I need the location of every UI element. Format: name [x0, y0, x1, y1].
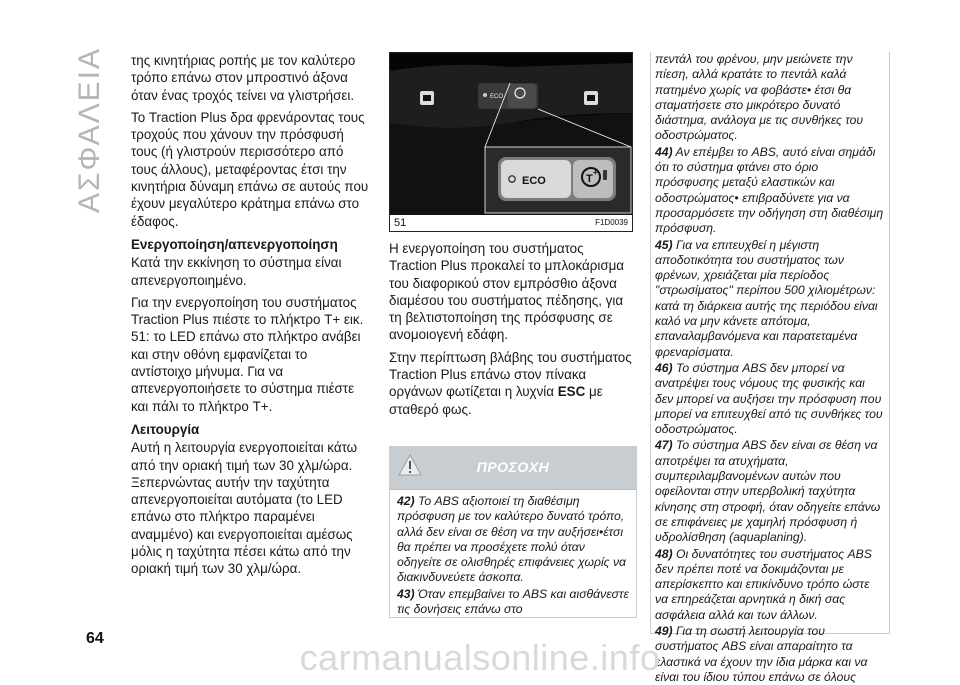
figure-number: 51: [394, 217, 407, 229]
warning-box: [389, 446, 637, 618]
section-title-vertical: ΑΣΦΑΛΕΙΑ: [73, 46, 106, 214]
paragraph: Αυτή η λειτουργία ενεργοποιείται κάτω από την οριακή τιμή των 30 χλμ/ώρα. Ξεπερνώντας αυτήν την ταχύτητα απενεργοποιείται αυτόματα (το LED επάνω στο πλήκτρο παραμένει αναμμένο) και ενεργοποιείται αμέσως μόλις η ταχύτητα πέσει κάτω από την οριακή τιμή των 30 χλμ/ώρα.: [131, 440, 358, 577]
paragraph: Το Traction Plus δρα φρενάροντας τους τροχούς που χάνουν την πρόσφυσή τους (ή γλιστρούν περισσότερο από τους άλλους), μεταφέροντας έτσι την κινητήρια δύναμη επάνω σε αυτούς που έχουν μεγαλύτερο κράτημα επάνω στο έδαφος.: [131, 109, 369, 229]
note-46: 46) Το σύστημα ABS δεν μπορεί να ανατρέψει τους νόμους της φυσικής και δεν μπορεί να αυξήσει την πρόσφυση που μπορεί να επιτευχθεί από τις συνθήκες του οδοστρώματος.: [655, 360, 883, 437]
heading-operation: Λειτουργία: [131, 421, 200, 437]
page-number: 64: [86, 630, 104, 647]
note-44: 44) Αν επέμβει το ABS, αυτό είναι σημάδι ότι το σύστημα φτάνει στο όριο πρόσφυσης μεταξύ ελαστικών και οδοστρώματος• επιβραδύνετε για να προσαρμόσετε την οδήγηση στη διαθέσιμη πρόσφυση.: [655, 144, 884, 236]
paragraph: Στην περίπτωση βλάβης του συστήματος Traction Plus επάνω στον πίνακα οργάνων φωτίζεται η λυχνία ESC με σταθερό φως.: [389, 349, 632, 417]
note-49: 49) Για τη σωστή λειτουργία του συστήματος ABS είναι απαραίτητο τα ελαστικά να έχουν την ίδια μάρκα και να είναι του ίδιου τύπου επάνω σε όλους: [655, 623, 868, 684]
paragraph: της κινητήριας ροπής με τον καλύτερο τρόπο επάνω στον μπροστινό άξονα όταν ένας τροχός τείνει να γλιστρήσει.: [131, 53, 356, 103]
column-2-text: [389, 240, 633, 418]
dashboard-buttons-illustration: [390, 53, 632, 215]
right-lamp-icon: [584, 91, 598, 105]
warning-body: [390, 490, 636, 622]
column-1: [131, 52, 371, 583]
heading-activation: Ενεργοποίηση/απενεργοποίηση: [131, 236, 338, 252]
note-47: 47) Το σύστημα ABS δεν είναι σε θέση να αποτρέψει τα ατυχήματα, συμπεριλαμβανομένων αυτών που οφείλονται στην υπερβολική ταχύτητα κίνησης στη στροφή, όταν οδηγείτε επάνω σε επιφάνειες με χαμηλή πρόσφυση ή υδρολίσθηση (aquaplaning).: [655, 438, 881, 545]
figure-51: [389, 52, 633, 232]
note-42: 42) Το ABS αξιοποιεί τη διαθέσιμη πρόσφυση με τον καλύτερο δυνατό τρόπο, αλλά δεν είναι σε θέση να την αυξήσει•έτσι θα πρέπει να προσέχετε πολύ όταν οδηγείτε σε ολισθηρές επιφάνειες χωρίς να διακινδυνεύετε άσκοπα.: [397, 494, 627, 585]
svg-text:ECO: ECO: [490, 94, 504, 100]
column-3-notes: [650, 52, 890, 684]
esc-label: ESC: [557, 384, 586, 400]
column-2: [389, 52, 633, 423]
svg-text:ECO: ECO: [522, 175, 546, 187]
warning-header: [390, 447, 636, 490]
note-43: 43) Όταν επεμβαίνει το ABS και αισθάνεστε τις δονήσεις επάνω στο: [397, 586, 629, 617]
left-lamp-icon: [420, 91, 434, 105]
warning-title: ΠΡΟΣΟΧΗ: [476, 459, 550, 475]
paragraph: Για την ενεργοποίηση του συστήματος Traction Plus πιέστε το πλήκτρο T+ εικ. 51: το LED επάνω στο πλήκτρο ανάβει και στην οθόνη εμφανίζεται το αντίστοιχο μήνυμα. Για να απενεργοποιήσετε το σύστημα πιέστε και πάλι το πλήκτρο T+.: [131, 294, 364, 414]
svg-text:T: T: [586, 173, 593, 185]
paragraph: Η ενεργοποίηση του συστήματος Traction Plus προκαλεί το μπλοκάρισμα του διαφορικού στον εμπρόσθιο άξονα διαμέσου του συστήματος πέδησης, για τη βελτιστοποίηση της πρόσφυσης σε ανομοιογενή εδάφη.: [389, 241, 625, 343]
note-continued: πεντάλ του φρένου, μην μειώνετε την πίεση, αλλά κρατάτε το πεντάλ καλά πατημένο χωρίς να φοβάστε• έτσι θα σταματήσετε στο μικρότερο δυνατό διάστημα, ανάλογα με τις συνθήκες του οδοστρώματος.: [655, 52, 864, 143]
figure-caption: [390, 215, 632, 231]
paragraph: Κατά την εκκίνηση το σύστημα είναι απενεργοποιημένο.: [131, 255, 342, 288]
watermark: carmanualsonline.info: [299, 637, 661, 678]
svg-text:+: +: [593, 168, 598, 177]
note-45: 45) Για να επιτευχθεί η μέγιστη αποδοτικότητα του συστήματος των φρένων, χρειάζεται μία περίοδος "στρωσίματος" περίπου 500 χιλιομέτρων: κατά τη διάρκεια αυτής της περιόδου είναι καλό να μην κάνετε απότομα, επαναλαμβανόμενα και παρατεταμένα φρεναρίσματα.: [655, 237, 878, 359]
figure-code: F1D0039: [595, 218, 628, 227]
note-48: 48) Οι δυνατότητες του συστήματος ABS δεν πρέπει ποτέ να δοκιμάζονται με απερίσκεπτο και επικίνδυνο τρόπο ώστε να επηρεάζεται αρνητικά η δική σας ασφάλεια αλλά και των άλλων.: [655, 546, 872, 622]
